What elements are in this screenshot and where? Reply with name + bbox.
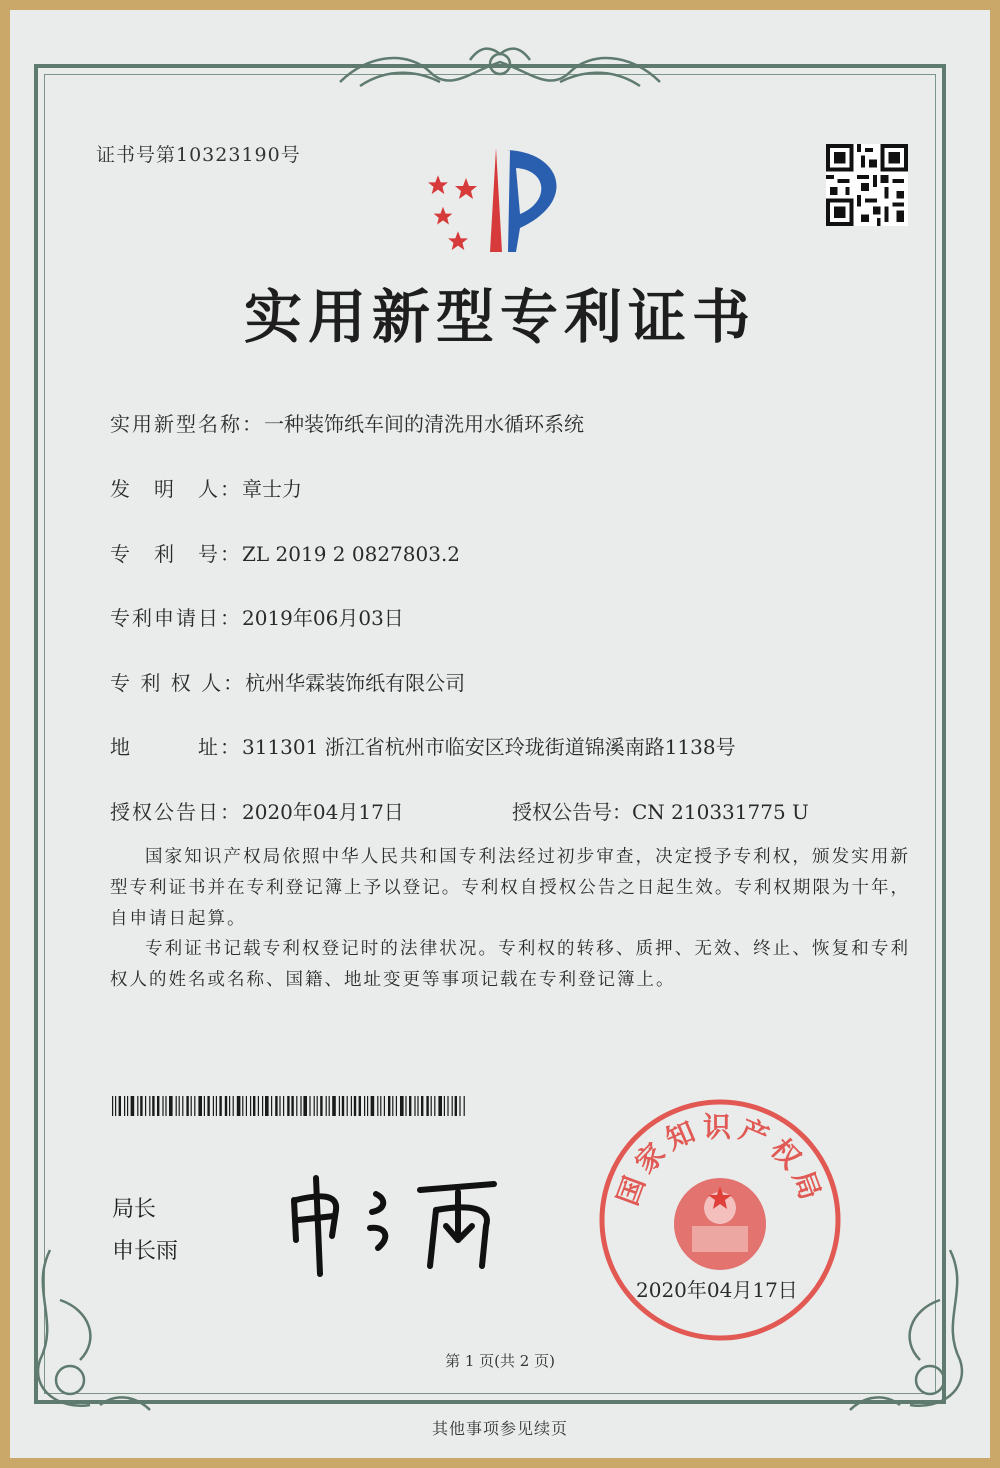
field-address: [110, 731, 736, 760]
seal-text: 国家知识产权局: [610, 1110, 830, 1210]
barcode: [112, 1096, 468, 1116]
field-label: 发 明 人：: [110, 477, 242, 501]
field-patent-number: [110, 538, 460, 567]
field-value: CN 210331775 U: [632, 800, 809, 824]
field-label: 实用新型名称：: [110, 412, 264, 436]
top-ornament: [320, 42, 680, 98]
field-label: 专 利 权 人：: [110, 671, 246, 695]
field-label: 地 址：: [110, 735, 242, 759]
field-utility-model-name: [110, 408, 584, 437]
bottom-right-ornament: [840, 1240, 980, 1420]
field-patentee: [110, 667, 465, 696]
footer-note: 其他事项参见续页: [431, 1419, 568, 1438]
field-value: 311301 浙江省杭州市临安区玲珑街道锦溪南路1138号: [242, 735, 736, 759]
qr-code: [826, 144, 908, 226]
field-label: 授权公告日：: [110, 800, 242, 824]
field-value: ZL 2019 2 0827803.2: [242, 542, 461, 566]
field-application-date: [110, 602, 404, 631]
statement-paragraph-2: 专利证书记载专利权登记时的法律状况。专利权的转移、质押、无效、终止、恢复和专利权人的姓名或名称、国籍、地址变更等事项记载在专利登记簿上。: [110, 939, 910, 990]
signatory-name: 申长雨: [112, 1239, 179, 1264]
official-seal: [596, 1096, 844, 1344]
field-value: 杭州华霖装饰纸有限公司: [245, 671, 466, 695]
field-value: 2020年04月17日: [242, 800, 404, 824]
handwritten-signature: [280, 1170, 520, 1280]
signatory-title: 局长: [112, 1197, 157, 1222]
field-label: 专利申请日：: [110, 606, 242, 630]
field-label: 授权公告号：: [512, 800, 632, 824]
field-grant-date: [110, 796, 404, 825]
field-value: 章士力: [242, 477, 302, 501]
field-value: 一种装饰纸车间的清洗用水循环系统: [264, 412, 584, 436]
page-number: 第 1 页(共 2 页): [445, 1352, 555, 1370]
seal-date: 2020年04月17日: [636, 1278, 798, 1302]
bottom-left-ornament: [20, 1240, 160, 1420]
field-grant-number: [512, 796, 809, 825]
statement-paragraph-1: 国家知识产权局依照中华人民共和国专利法经过初步审查，决定授予专利权，颁发实用新型专利证书并在专利登记簿上予以登记。专利权自授权公告之日起生效。专利权期限为十年，自申请日起算。: [110, 847, 910, 929]
field-value: 2019年06月03日: [242, 606, 404, 630]
certificate-title: 实用新型专利证书: [243, 283, 756, 351]
cnipa-logo-icon: [420, 140, 580, 260]
certificate-number: 证书号第10323190号: [96, 144, 301, 166]
field-label: 专 利 号：: [110, 542, 242, 566]
field-inventor: [110, 473, 302, 502]
